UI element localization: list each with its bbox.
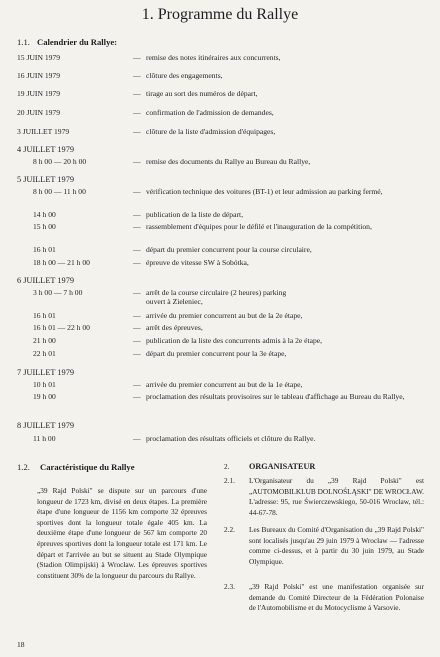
entry-time: 21 h 00 bbox=[33, 336, 56, 345]
entry-text: publication de la liste de départ, bbox=[146, 210, 243, 219]
entry-text: arrivée du premier concurrent au but de la 2e étape, bbox=[146, 311, 303, 320]
entry-text: arrêt de la course circulaire (2 heures) parking ouvert à Zieleniec, bbox=[146, 288, 287, 307]
entry-text: confirmation de l'admission de demandes, bbox=[146, 108, 274, 117]
entry-date: 20 JUIN 1979 bbox=[17, 108, 61, 117]
entry-dash: — bbox=[133, 53, 141, 62]
entry-dash: — bbox=[133, 336, 141, 345]
entry-dash: — bbox=[133, 311, 141, 320]
section-heading-organisateur: ORGANISATEUR bbox=[249, 462, 316, 471]
entry-text: remise des notes itinéraires aux concurrents, bbox=[146, 53, 281, 62]
entry-dash: — bbox=[133, 392, 141, 401]
entry-dash: — bbox=[133, 380, 141, 389]
entry-text: départ du premier concurrent pour la 3e étape, bbox=[146, 349, 287, 358]
entry-text: publication de la liste des concurrents admis à la 2e étape, bbox=[146, 336, 323, 345]
item-number: 2.1. bbox=[224, 476, 235, 485]
entry-dash: — bbox=[133, 323, 141, 332]
item-number: 2.3. bbox=[224, 582, 235, 591]
entry-time: 10 h 01 bbox=[33, 380, 56, 389]
entry-dash: — bbox=[133, 108, 141, 117]
entry-text: clôture de la liste d'admission d'équipages, bbox=[146, 127, 276, 136]
entry-dash: — bbox=[133, 258, 141, 267]
entry-date: 16 JUIN 1979 bbox=[17, 71, 61, 80]
item-text: L'Organisateur du „39 Rajd Polski" est „AUTOMOBILKLUB DOLNOŚLĄSKI" DE WROCŁAW. L'adresse: 95, rue Świerczewskiego, 50-016 Wrocław, tél.: 44-67-78. bbox=[249, 476, 424, 517]
entry-dash: — bbox=[133, 245, 141, 254]
entry-date: 7 JUILLET 1979 bbox=[17, 368, 74, 377]
entry-date: 15 JUIN 1979 bbox=[17, 53, 61, 62]
entry-dash: — bbox=[133, 222, 141, 231]
entry-time: 18 h 00 — 21 h 00 bbox=[33, 258, 90, 267]
item-text: Les Bureaux du Comité d'Organisation du „39 Rajd Polski" sont localisés jusqu'au 29 juin 1979 à Wrocław — l'adresse comme ci-dessus, et à partir du 30 juin 1979, au Stade Olympique. bbox=[249, 525, 424, 566]
page-title: 1. Programme du Rallye bbox=[141, 6, 299, 23]
entry-text: proclamation des résultats provisoires sur le tableau d'affichage au Bureau du Rallye, bbox=[146, 392, 405, 401]
entry-text: rassemblement d'équipes pour le défilé et l'inauguration de la compétition, bbox=[146, 222, 372, 231]
entry-dash: — bbox=[133, 157, 141, 166]
entry-time: 22 h 01 bbox=[33, 349, 56, 358]
entry-time: 16 h 01 bbox=[33, 311, 56, 320]
section-heading-calendar: Calendrier du Rallye: bbox=[37, 37, 118, 47]
entry-dash: — bbox=[133, 71, 141, 80]
entry-text: départ du premier concurrent pour la course circulaire, bbox=[146, 245, 312, 254]
entry-dash: — bbox=[133, 434, 141, 443]
entry-date: 3 JUILLET 1979 bbox=[17, 127, 70, 136]
entry-text: remise des documents du Rallye au Bureau du Rallye, bbox=[146, 157, 311, 166]
section-heading-characteristics: Caractéristique du Rallye bbox=[40, 462, 135, 472]
entry-dash: — bbox=[133, 127, 141, 136]
entry-time: 8 h 00 — 20 h 00 bbox=[33, 157, 87, 166]
entry-date: 4 JUILLET 1979 bbox=[17, 145, 74, 154]
entry-date: 5 JUILLET 1979 bbox=[17, 175, 74, 184]
entry-dash: — bbox=[133, 187, 141, 196]
section-number-2: 2. bbox=[224, 462, 230, 471]
entry-dash: — bbox=[133, 288, 141, 297]
entry-date: 6 JUILLET 1979 bbox=[17, 276, 74, 285]
characteristics-text: „39 Rajd Polski" se dispute sur un parcours d'une longueur de 1723 km, divisé en deux étapes. La première étape d'une longueur de 1156 km comporte 32 épreuves sportives dont la longueur totale égale 405 km. La deuxième étape d'une longueur de 567 km comporte 20 épreuves sportives dont la longueur totale est 171 km. Le départ et l'arrivée au but se situent au Stade Olympique (Stadion Olimpijski) à Wrocław. Les épreuves sportives constituent 30% de la longueur du parcours du Rallye. bbox=[37, 486, 207, 580]
entry-time: 15 h 00 bbox=[33, 222, 56, 231]
organisateur-section bbox=[224, 462, 424, 637]
entry-dash: — bbox=[133, 89, 141, 98]
entry-time: 19 h 00 bbox=[33, 392, 56, 401]
entry-text: arrivée du premier concurrent au but de la 1e étape, bbox=[146, 380, 303, 389]
entry-time: 14 h 00 bbox=[33, 210, 56, 219]
entry-text: proclamation des résultats officiels et clôture du Rallye. bbox=[146, 434, 316, 443]
section-number-1-2: 1.2. bbox=[17, 462, 30, 472]
entry-text: tirage au sort des numéros de départ, bbox=[146, 89, 258, 98]
entry-time: 3 h 00 — 7 h 00 bbox=[33, 288, 83, 297]
entry-time: 11 h 00 bbox=[33, 434, 56, 443]
entry-text: arrêt des épreuves, bbox=[146, 323, 203, 332]
item-text: „39 Rajd Polski" est une manifestation organisée sur demande du Comité Directeur de la Fédération Polonaise de l'Automobilisme et du Motocyclisme à Varsovie. bbox=[249, 582, 424, 613]
entry-time: 8 h 00 — 11 h 00 bbox=[33, 187, 86, 196]
entry-date: 8 JUILLET 1979 bbox=[17, 421, 74, 430]
entry-dash: — bbox=[133, 210, 141, 219]
entry-dash: — bbox=[133, 349, 141, 358]
entry-date: 19 JUIN 1979 bbox=[17, 89, 61, 98]
entry-text: clôture des engagements, bbox=[146, 71, 223, 80]
page-number: 18 bbox=[17, 640, 25, 649]
section-number-1-1: 1.1. bbox=[17, 37, 30, 47]
item-number: 2.2. bbox=[224, 525, 235, 534]
entry-text: épreuve de vitesse SW à Sobótka, bbox=[146, 258, 249, 267]
entry-text: vérification technique des voitures (BT-1) et leur admission au parking fermé, bbox=[146, 187, 383, 196]
entry-time: 16 h 01 — 22 h 00 bbox=[33, 323, 90, 332]
entry-time: 16 h 01 bbox=[33, 245, 56, 254]
